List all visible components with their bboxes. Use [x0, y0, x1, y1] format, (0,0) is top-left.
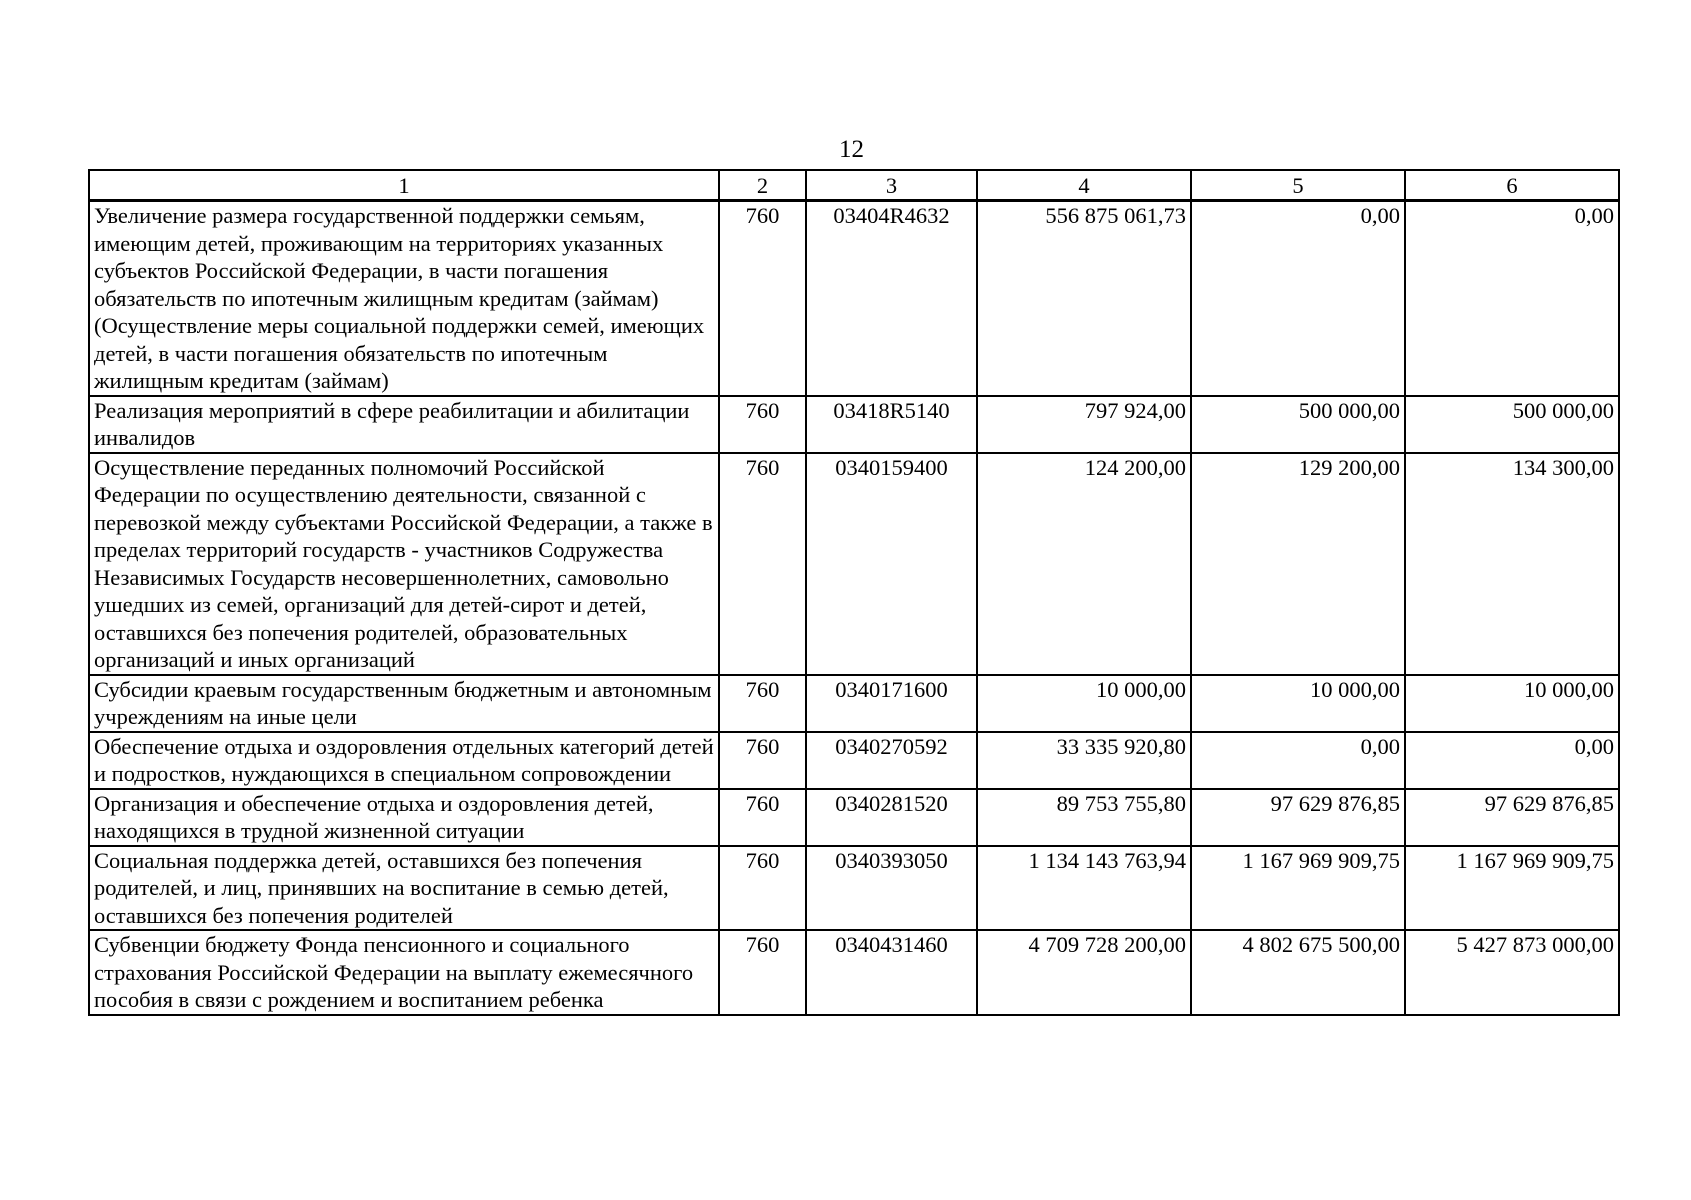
row-code: 760	[719, 846, 806, 931]
table-row	[89, 732, 1619, 789]
column-number-2: 2	[719, 170, 806, 201]
row-value-4: 33 335 920,80	[977, 732, 1191, 789]
table-row	[89, 396, 1619, 453]
row-value-5: 0,00	[1191, 732, 1405, 789]
row-value-6: 0,00	[1405, 201, 1619, 396]
table-row	[89, 789, 1619, 846]
row-kbk: 0340281520	[806, 789, 977, 846]
row-kbk: 0340431460	[806, 930, 977, 1015]
row-code: 760	[719, 675, 806, 732]
row-value-4: 1 134 143 763,94	[977, 846, 1191, 931]
table-row	[89, 846, 1619, 931]
row-value-6: 1 167 969 909,75	[1405, 846, 1619, 931]
row-value-6: 134 300,00	[1405, 453, 1619, 675]
row-name: Увеличение размера государственной поддержки семьям, имеющим детей, проживающим на территориях указанных субъектов Российской Федерации, в части погашения обязательств по ипотечным жилищным кредитам (займам) (Осуществление меры социальной поддержки семей, имеющих детей, в части погашения обязательств по ипотечным жилищным кредитам (займам)	[89, 201, 719, 396]
row-code: 760	[719, 930, 806, 1015]
row-name: Обеспечение отдыха и оздоровления отдельных категорий детей и подростков, нуждающихся в специальном сопровождении	[89, 732, 719, 789]
row-kbk: 0340270592	[806, 732, 977, 789]
column-number-row	[89, 170, 1619, 201]
row-code: 760	[719, 396, 806, 453]
row-value-5: 4 802 675 500,00	[1191, 930, 1405, 1015]
row-name: Субвенции бюджету Фонда пенсионного и социального страхования Российской Федерации на выплату ежемесячного пособия в связи с рождением и воспитанием ребенка	[89, 930, 719, 1015]
table-row	[89, 453, 1619, 675]
row-name: Субсидии краевым государственным бюджетным и автономным учреждениям на иные цели	[89, 675, 719, 732]
table-row	[89, 675, 1619, 732]
row-value-6: 97 629 876,85	[1405, 789, 1619, 846]
page-number: 12	[839, 136, 864, 163]
row-value-4: 556 875 061,73	[977, 201, 1191, 396]
row-code: 760	[719, 789, 806, 846]
row-value-4: 10 000,00	[977, 675, 1191, 732]
column-number-5: 5	[1191, 170, 1405, 201]
column-number-4: 4	[977, 170, 1191, 201]
row-kbk: 0340393050	[806, 846, 977, 931]
row-value-6: 5 427 873 000,00	[1405, 930, 1619, 1015]
row-value-5: 97 629 876,85	[1191, 789, 1405, 846]
column-number-1: 1	[89, 170, 719, 201]
row-value-6: 10 000,00	[1405, 675, 1619, 732]
row-kbk: 03404R4632	[806, 201, 977, 396]
row-value-4: 124 200,00	[977, 453, 1191, 675]
row-code: 760	[719, 201, 806, 396]
row-code: 760	[719, 732, 806, 789]
row-value-5: 129 200,00	[1191, 453, 1405, 675]
column-number-3: 3	[806, 170, 977, 201]
budget-table	[88, 169, 1620, 1016]
table-row	[89, 930, 1619, 1015]
row-value-6: 500 000,00	[1405, 396, 1619, 453]
row-code: 760	[719, 453, 806, 675]
row-value-4: 89 753 755,80	[977, 789, 1191, 846]
row-value-4: 4 709 728 200,00	[977, 930, 1191, 1015]
row-kbk: 0340171600	[806, 675, 977, 732]
row-name: Организация и обеспечение отдыха и оздоровления детей, находящихся в трудной жизненной ситуации	[89, 789, 719, 846]
column-number-6: 6	[1405, 170, 1619, 201]
row-kbk: 03418R5140	[806, 396, 977, 453]
row-value-5: 500 000,00	[1191, 396, 1405, 453]
row-name: Осуществление переданных полномочий Российской Федерации по осуществлению деятельности, связанной с перевозкой между субъектами Российской Федерации, а также в пределах территорий государств - участников Содружества Независимых Государств несовершеннолетних, самовольно ушедших из семей, организаций для детей-сирот и детей, оставшихся без попечения родителей, образовательных организаций и иных организаций	[89, 453, 719, 675]
row-value-5: 10 000,00	[1191, 675, 1405, 732]
row-value-4: 797 924,00	[977, 396, 1191, 453]
row-name: Социальная поддержка детей, оставшихся без попечения родителей, и лиц, принявших на воспитание в семью детей, оставшихся без попечения родителей	[89, 846, 719, 931]
row-kbk: 0340159400	[806, 453, 977, 675]
table-row	[89, 201, 1619, 396]
row-value-6: 0,00	[1405, 732, 1619, 789]
row-value-5: 1 167 969 909,75	[1191, 846, 1405, 931]
row-name: Реализация мероприятий в сфере реабилитации и абилитации инвалидов	[89, 396, 719, 453]
row-value-5: 0,00	[1191, 201, 1405, 396]
